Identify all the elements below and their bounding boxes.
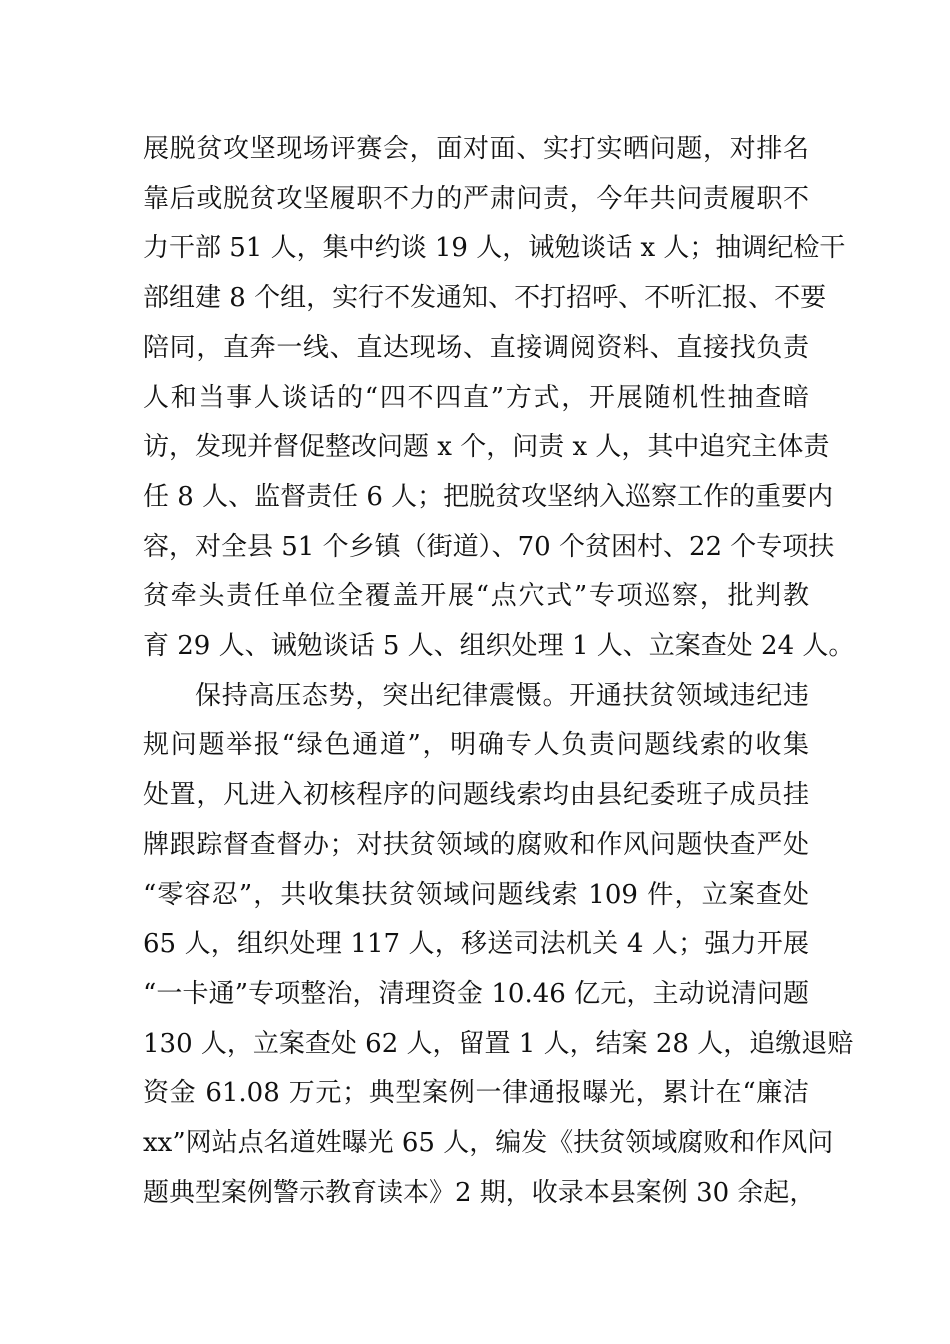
text-line: 65 人，组织处理 117 人，移送司法机关 4 人；强力开展 [143, 929, 809, 960]
text-line: 部组建 8 个组，实行不发通知、不打招呼、不听汇报、不要 [143, 283, 827, 314]
paragraph-2 [143, 672, 854, 1219]
text-line: 容，对全县 51 个乡镇（街道）、70 个贫困村、22 个专项扶 [143, 531, 835, 562]
text-line: “一卡通”专项整治，清理资金 10.46 亿元，主动说清问题 [143, 978, 809, 1009]
text-line: “零容忍”，共收集扶贫领域问题线索 109 件，立案查处 [143, 879, 809, 910]
text-line: 130 人，立案查处 62 人，留置 1 人，结案 28 人，追缴退赔 [143, 1028, 854, 1059]
text-line: 资金 61.08 万元；典型案例一律通报曝光，累计在“廉洁 [143, 1078, 809, 1109]
text-line: 题典型案例警示教育读本》2 期，收录本县案例 30 余起， [143, 1177, 816, 1208]
text-line: 规问题举报“绿色通道”，明确专人负责问题线索的收集 [143, 730, 809, 761]
text-line: 育 29 人、诫勉谈话 5 人、组织处理 1 人、立案查处 24 人。 [143, 631, 855, 662]
text-line: 展脱贫攻坚现场评赛会，面对面、实打实晒问题，对排名 [143, 134, 809, 164]
document-body [143, 125, 855, 1218]
text-line: 保持高压态势，突出纪律震慑。开通扶贫领域违纪违 [195, 680, 809, 711]
text-line: 处置，凡进入初核程序的问题线索均由县纪委班子成员挂 [143, 780, 809, 811]
text-line: 任 8 人、监督责任 6 人；把脱贫攻坚纳入巡察工作的重要内 [143, 481, 834, 512]
text-line: 访，发现并督促整改问题 x 个，问责 x 人，其中追究主体责 [143, 432, 830, 463]
text-line: 靠后或脱贫攻坚履职不力的严肃问责，今年共问责履职不 [143, 183, 809, 214]
text-line: 力干部 51 人，集中约谈 19 人，诫勉谈话 x 人；抽调纪检干 [143, 233, 846, 264]
text-line: 牌跟踪督查督办；对扶贫领域的腐败和作风问题快查严处 [143, 829, 809, 860]
paragraph-1 [143, 125, 855, 672]
text-line: xx”网站点名道姓曝光 65 人，编发《扶贫领域腐败和作风问 [143, 1128, 834, 1159]
text-line: 陪同，直奔一线、直达现场、直接调阅资料、直接找负责 [143, 332, 809, 363]
text-line: 贫牵头责任单位全覆盖开展“点穴式”专项巡察，批判教 [143, 581, 809, 612]
text-line: 人和当事人谈话的“四不四直”方式，开展随机性抽查暗 [143, 382, 809, 413]
